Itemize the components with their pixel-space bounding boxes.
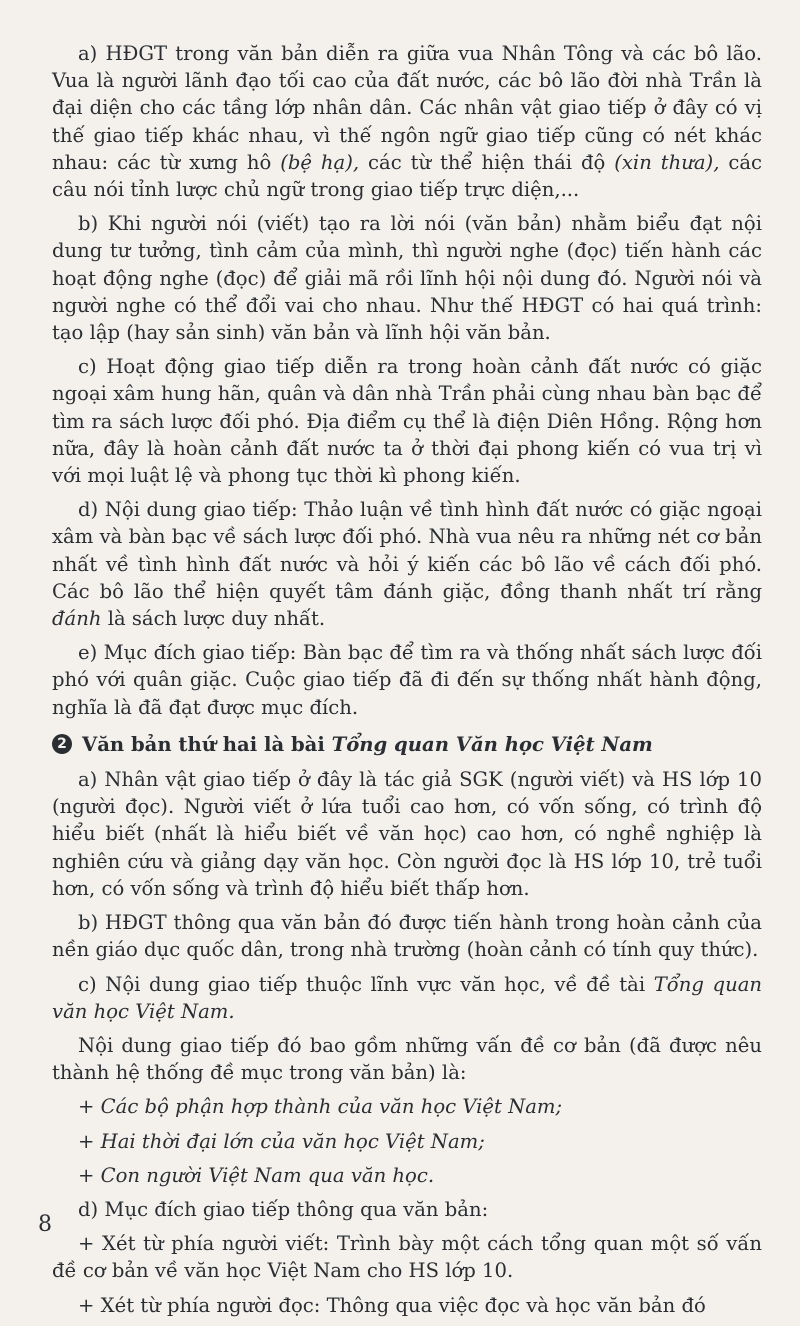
list-item: + Con người Việt Nam qua văn học. — [78, 1163, 435, 1187]
number-badge: 2 — [52, 734, 72, 754]
page-content — [52, 40, 762, 1326]
emphasis-danh: đánh — [52, 607, 102, 631]
section-2-heading: 2 Văn bản thứ hai là bài Tổng quan Văn học Việt Nam — [52, 731, 762, 758]
heading-title: Tổng quan Văn học Việt Nam — [331, 732, 653, 756]
paragraph-1c: c) Hoạt động giao tiếp diễn ra trong hoàn cảnh đất nước có giặc ngoại xâm hung hãn, quân và dân nhà Trần phải cùng nhau bàn bạc để tìm ra sách lược đối phó. Địa điểm cụ thể là điện Diên Hồng. Rộng hơn nữa, đây là hoàn cảnh đất nước ta ở thời đại phong kiến có vua trị vì với mọi luật lệ và phong tục thời kì phong kiến. — [52, 355, 762, 488]
paragraph-1b: b) Khi người nói (viết) tạo ra lời nói (văn bản) nhằm biểu đạt nội dung tư tưởng, tình cảm của mình, thì người nghe (đọc) tiến hành các hoạt động nghe (đọc) để giải mã rồi lĩnh hội nội dung đó. Người nói và người nghe có thể đổi vai cho nhau. Như thế HĐGT có hai quá trình: tạo lập (hay sản sinh) văn bản và lĩnh hội văn bản. — [52, 212, 762, 345]
emphasis-xin-thua: (xin thưa), — [614, 150, 720, 174]
list-item: + Các bộ phận hợp thành của văn học Việt Nam; — [78, 1095, 563, 1119]
list-item-writer: + Xét từ phía người viết: Trình bày một cách tổng quan một số vấn đề cơ bản về văn học Việt Nam cho HS lớp 10. — [52, 1232, 762, 1283]
emphasis-be-ha: (bệ hạ), — [280, 150, 360, 174]
list-item: + Hai thời đại lớn của văn học Việt Nam; — [78, 1129, 485, 1153]
list-item-reader: + Xét từ phía người đọc: Thông qua việc đọc và học văn bản đó — [78, 1293, 706, 1317]
page-number: 8 — [38, 1212, 52, 1237]
paragraph-2a: a) Nhân vật giao tiếp ở đây là tác giả SGK (người viết) và HS lớp 10 (người đọc). Người viết ở lứa tuổi cao hơn, có vốn sống, có trình độ hiểu biết (nhất là hiểu biết về văn học) cao hơn, có nghề nghiệp là nghiên cứu và giảng dạy văn học. Còn người đọc là HS lớp 10, trẻ tuổi hơn, có vốn sống và trình độ hiểu biết thấp hơn. — [52, 768, 762, 900]
paragraph-2b: b) HĐGT thông qua văn bản đó được tiến hành trong hoàn cảnh của nền giáo dục quốc dân, trong nhà trường (hoàn cảnh có tính quy thức). — [52, 911, 762, 962]
paragraph-2d: d) Mục đích giao tiếp thông qua văn bản: — [78, 1197, 489, 1221]
emphasis-tong-quan: Tổng quan văn học Việt Nam. — [52, 972, 762, 1023]
paragraph-content-intro: Nội dung giao tiếp đó bao gồm những vấn đề cơ bản (đã được nêu thành hệ thống đề mục trong văn bản) là: — [52, 1033, 762, 1085]
paragraph-1e: e) Mục đích giao tiếp: Bàn bạc để tìm ra và thống nhất sách lược đối phó với quân giặc. Cuộc giao tiếp đã đi đến sự thống nhất hành động, nghĩa là đã đạt được mục đích. — [52, 641, 762, 719]
paragraph-1a: a) HĐGT trong văn bản diễn ra giữa vua Nhân Tông và các bô lão. Vua là người lãnh đạo tối cao của đất nước, các bô lão đời nhà Trần là đại diện cho các tầng lớp nhân dân. Các nhân vật giao tiếp ở đây có vị thế giao tiếp khác nhau, vì thế ngôn ngữ giao tiếp cũng có nét khác nhau: các từ xưng hô (bệ hạ), các từ thể hiện thái độ (xin thưa), các câu nói tỉnh lược chủ ngữ trong giao tiếp trực diện,... — [52, 42, 762, 202]
paragraph-1d: d) Nội dung giao tiếp: Thảo luận về tình hình đất nước có giặc ngoại xâm và bàn bạc về sách lược đối phó. Nhà vua nêu ra những nét cơ bản nhất về tình hình đất nước và hỏi ý kiến các bô lão về cách đối phó. Các bô lão thể hiện quyết tâm đánh giặc, đồng thanh nhất trí rằng đánh là sách lược duy nhất. — [52, 498, 762, 631]
paragraph-2c: c) Nội dung giao tiếp thuộc lĩnh vực văn học, về đề tài Tổng quan văn học Việt Nam. — [52, 972, 762, 1023]
